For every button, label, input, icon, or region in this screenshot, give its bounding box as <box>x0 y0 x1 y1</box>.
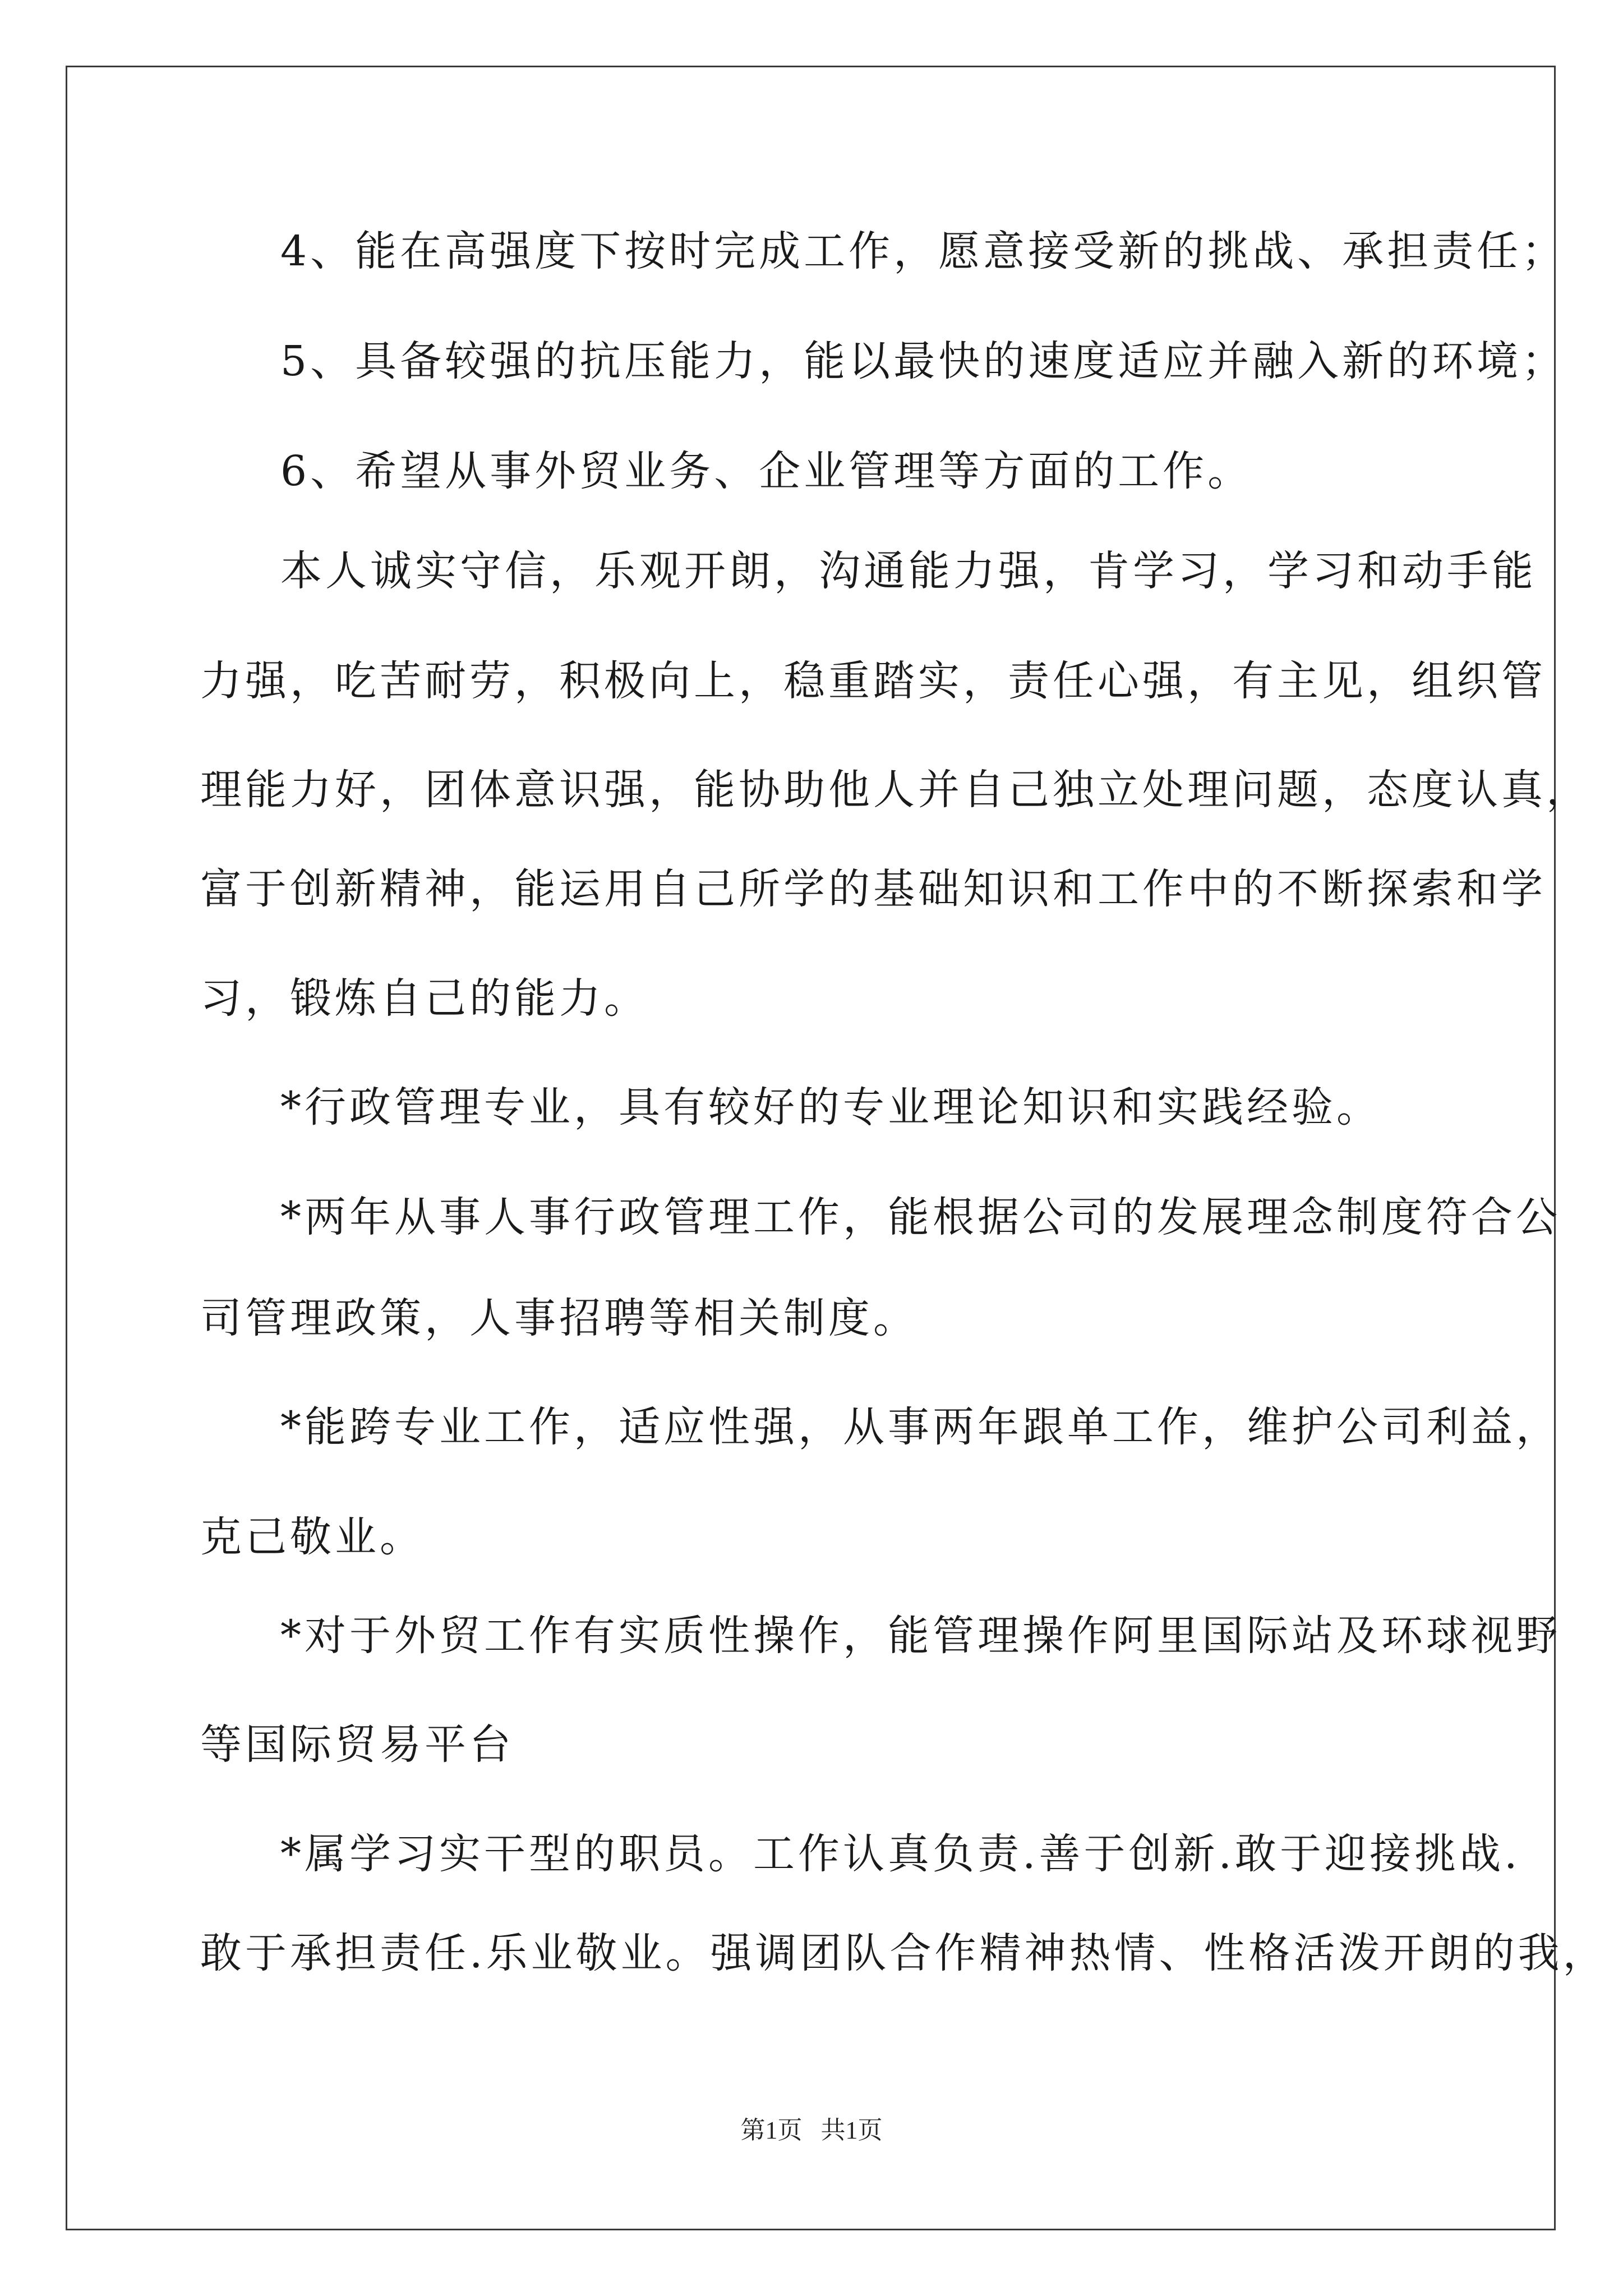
text-line: *行政管理专业，具有较好的专业理论知识和实践经验。 <box>280 1083 1381 1131</box>
text-line: 6、希望从事外贸业务、企业管理等方面的工作。 <box>280 447 1253 495</box>
text-line: 克己敬业。 <box>200 1513 425 1561</box>
text-line: 富于创新精神，能运用自己所学的基础知识和工作中的不断探索和学 <box>200 865 1546 913</box>
text-line: 理能力好，团体意识强，能协助他人并自己独立处理问题，态度认真， <box>200 766 1591 814</box>
text-line: 4、能在高强度下按时完成工作，愿意接受新的挑战、承担责任； <box>280 227 1567 275</box>
page-number: 第1页 共1页 <box>740 2116 883 2144</box>
text-line: *两年从事人事行政管理工作，能根据公司的发展理念制度符合公 <box>280 1193 1561 1241</box>
text-line: 敢于承担责任.乐业敬业。强调团队合作精神热情、性格活泼开朗的我， <box>200 1929 1608 1977</box>
text-line: 5、具备较强的抗压能力，能以最快的速度适应并融入新的环境； <box>280 337 1567 385</box>
text-line: 司管理政策，人事招聘等相关制度。 <box>200 1294 918 1342</box>
text-line: *对于外贸工作有实质性操作，能管理操作阿里国际站及环球视野 <box>280 1612 1561 1660</box>
page-border <box>66 66 1608 2230</box>
text-line: 习，锻炼自己的能力。 <box>200 974 649 1023</box>
text-line: 等国际贸易平台 <box>200 1720 514 1769</box>
text-line: 本人诚实守信，乐观开朗，沟通能力强，肯学习，学习和动手能 <box>280 547 1537 595</box>
text-line: *属学习实干型的职员。工作认真负责.善于创新.敢于迎接挑战. <box>280 1830 1521 1878</box>
text-line: *能跨专业工作，适应性强，从事两年跟单工作，维护公司利益， <box>280 1403 1561 1451</box>
text-line: 力强，吃苦耐劳，积极向上，稳重踏实，责任心强，有主见，组织管 <box>200 657 1546 705</box>
